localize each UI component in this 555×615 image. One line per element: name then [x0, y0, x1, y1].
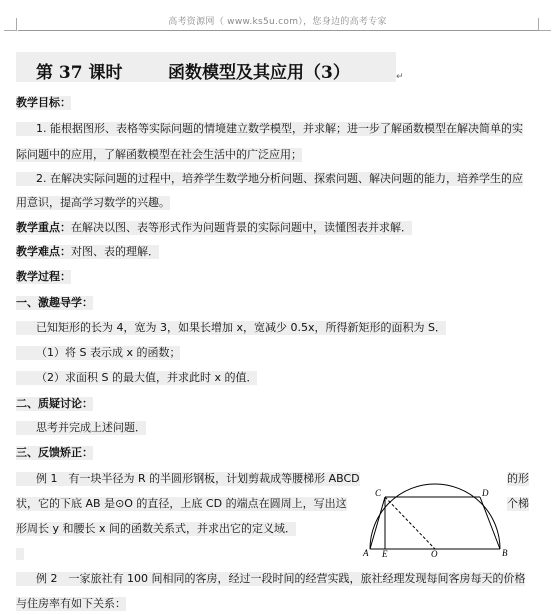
page-header — [0, 0, 555, 32]
label-a: A — [363, 548, 369, 558]
process-heading — [16, 270, 71, 284]
example-1-line-1-tail: 的形 — [507, 472, 529, 485]
leg-bd — [480, 497, 500, 549]
example-1-line-1: 例 1 有一块半径为 R 的半圆形钢板，计划剪裁成等腰梯形 ABCD — [16, 472, 360, 486]
paragraph-mark-icon: ↵ — [396, 72, 404, 82]
leg-ac — [370, 497, 385, 549]
difficulties-text: 对图、表的理解． — [71, 245, 159, 258]
blank-line — [16, 548, 24, 560]
lesson-name: 函数模型及其应用（3） — [168, 63, 350, 83]
section-1-label: 一、激趣导学： — [16, 296, 93, 309]
label-b: B — [502, 548, 508, 558]
example-1-line-2: 状，它的下底 AB 是⊙O 的直径，上底 CD 的端点在圆周上，写出这 — [16, 497, 347, 510]
section-2-text: 思考并完成上述问题． — [16, 421, 146, 435]
radius-oc-dashed — [385, 497, 435, 549]
key-points-label: 教学重点： — [16, 221, 71, 234]
section-3-heading — [16, 446, 93, 460]
objectives-heading — [16, 96, 71, 110]
difficulties — [16, 245, 159, 259]
difficulties-label: 教学难点： — [16, 245, 71, 258]
section-1-problem: 已知矩形的长为 4，宽为 3，如果长增加 x，宽减少 0.5x，所得新矩形的面积为 S． — [16, 321, 446, 335]
key-points — [16, 221, 412, 235]
objectives-label: 教学目标： — [16, 96, 71, 109]
semicircle-trapezoid-diagram — [360, 483, 510, 558]
lesson-number: 第 37 课时 — [36, 63, 123, 83]
label-e: E — [382, 549, 388, 558]
section-2-label: 二、质疑讨论： — [16, 397, 93, 410]
example-2-line-1: 例 2 一家旅社有 100 间相同的客房，经过一段时间的经营实践，旅社经理发现每间客房每天的价格 — [16, 572, 525, 586]
label-o: O — [431, 549, 438, 558]
section-1-question-1: （1）将 S 表示成 x 的函数； — [16, 346, 180, 360]
objective-1-line-2: 际问题中的应用，了解函数模型在社会生活中的广泛应用； — [16, 148, 302, 161]
label-c: C — [375, 488, 382, 498]
process-label: 教学过程： — [16, 270, 71, 283]
label-d: D — [482, 488, 489, 498]
example-1-line-3: 形周长 y 和腰长 x 间的函数关系式，并求出它的定义域． — [16, 522, 297, 535]
key-points-text: 在解决以图、表等形式作为问题背景的实际问题中，读懂图表并求解． — [71, 221, 412, 234]
objective-2-line-1: 2. 在解决实际问题的过程中，培养学生数学地分析问题、探索问题、解决问题的能力，培养学生的应 — [16, 172, 523, 186]
objective-1-line-1: 1. 能根据图形、表格等实际问题的情境建立数学模型，并求解；进一步了解函数模型在解决简单的实 — [16, 122, 523, 136]
objective-2-line-2: 用意识，提高学习数学的兴趣。 — [16, 196, 170, 209]
header-rule — [18, 30, 538, 31]
header-text: 高考资源网（ www.ks5u.com），您身边的高考专家 — [168, 17, 387, 27]
example-2-line-2: 与住房率有如下关系： — [16, 597, 126, 610]
section-3-label: 三、反馈矫正： — [16, 446, 93, 459]
section-2-heading — [16, 397, 93, 411]
example-1-line-2-tail: 个梯 — [507, 497, 529, 510]
lesson-title — [16, 52, 396, 82]
semicircle-arc — [370, 484, 500, 549]
section-1-heading — [16, 296, 93, 310]
section-1-question-2: （2）求面积 S 的最大值，并求此时 x 的值． — [16, 371, 257, 385]
